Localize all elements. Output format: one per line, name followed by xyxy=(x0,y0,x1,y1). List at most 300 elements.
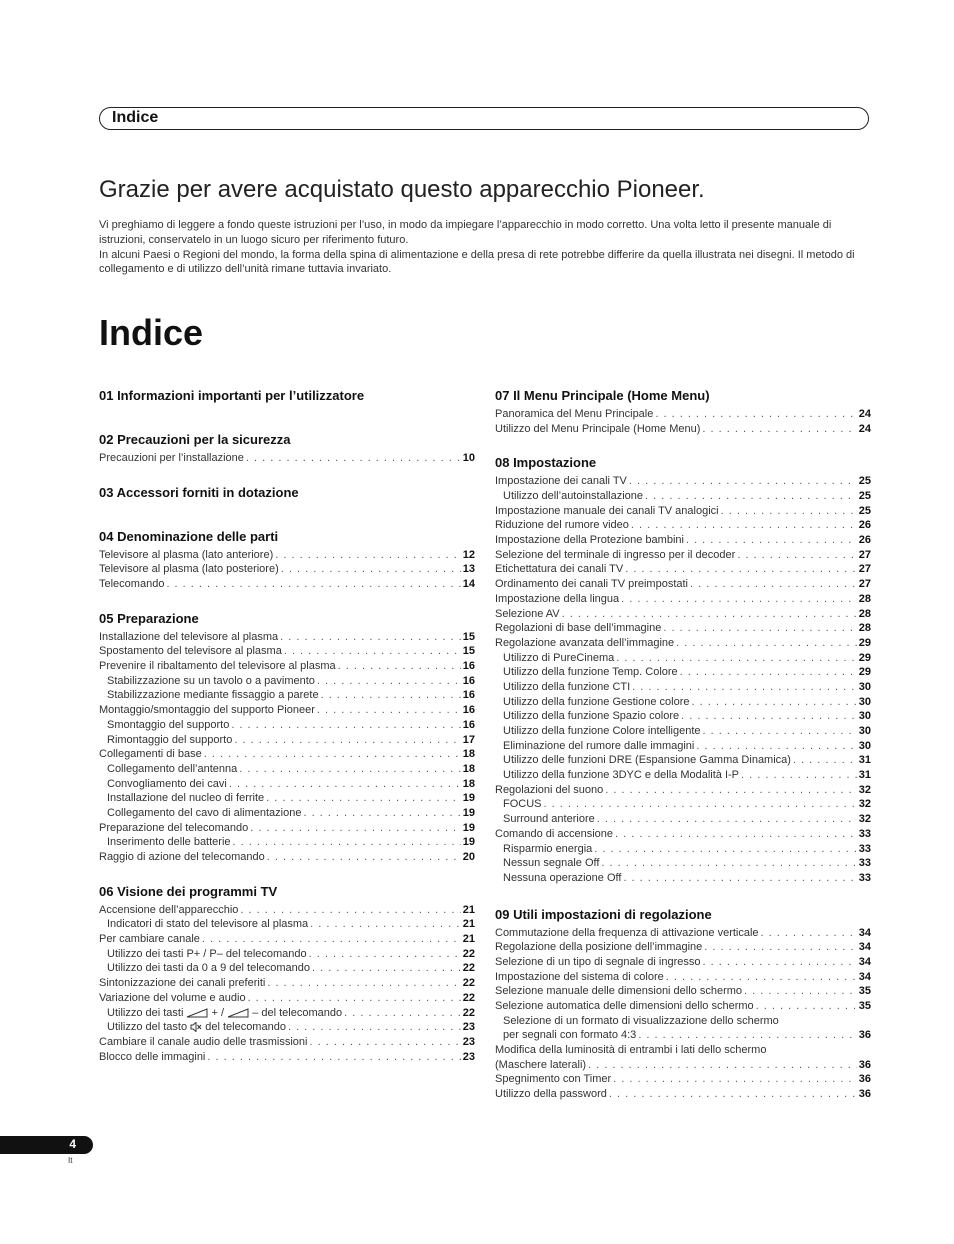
toc-entry-text: Commutazione della frequenza di attivazione verticale xyxy=(495,926,759,939)
toc-entry-page: 18 xyxy=(462,777,475,790)
toc-entry-text: Impostazione della lingua xyxy=(495,592,620,605)
dot-leader xyxy=(645,489,857,504)
dot-leader xyxy=(288,1020,461,1035)
dot-leader xyxy=(284,644,461,659)
toc-entry-text: Utilizzo della funzione Gestione colore xyxy=(503,695,690,708)
toc-entry[interactable] xyxy=(495,856,871,871)
toc-section-title[interactable]: 08 Impostazione xyxy=(495,455,597,471)
toc-entry[interactable] xyxy=(495,871,871,886)
toc-entry-page: 16 xyxy=(462,674,475,687)
toc-entry-page: 32 xyxy=(858,798,871,811)
toc-entry[interactable] xyxy=(495,724,871,739)
toc-entry-text: FOCUS xyxy=(503,798,542,811)
toc-entry[interactable] xyxy=(99,917,475,932)
toc-entry-text: Installazione del nucleo di ferrite xyxy=(107,792,265,805)
toc-entry-page: 22 xyxy=(462,947,475,960)
toc-entry-page: 21 xyxy=(462,903,475,916)
dot-leader xyxy=(246,451,461,466)
toc-entry-page: 33 xyxy=(858,827,871,840)
toc-entry[interactable] xyxy=(99,689,475,704)
dot-leader xyxy=(317,674,461,689)
toc-entry[interactable] xyxy=(495,407,871,422)
toc-section xyxy=(99,431,475,466)
toc-entry[interactable] xyxy=(99,991,475,1006)
dot-leader xyxy=(615,827,857,842)
toc-entry[interactable] xyxy=(495,783,871,798)
toc-entry-text: Telecomando xyxy=(99,578,165,591)
dot-leader xyxy=(623,871,856,886)
toc-entry[interactable] xyxy=(495,753,871,768)
toc-entry-text: Collegamenti di base xyxy=(99,748,202,761)
toc-entry[interactable] xyxy=(99,947,475,962)
toc-entry[interactable] xyxy=(495,651,871,666)
toc-entry-page: 27 xyxy=(858,563,871,576)
toc-entry-page: 34 xyxy=(858,941,871,954)
volume-ramp-icon xyxy=(227,1008,249,1018)
toc-entry[interactable] xyxy=(495,577,871,592)
toc-entry-page: 30 xyxy=(858,710,871,723)
toc-entry-page: 36 xyxy=(858,1058,871,1071)
toc-entry-text: Spostamento del televisore al plasma xyxy=(99,645,282,658)
toc-entry[interactable] xyxy=(495,548,871,563)
toc-entry[interactable] xyxy=(495,533,871,548)
volume-ramp-icon xyxy=(186,1008,208,1018)
toc-entry-page: 22 xyxy=(462,962,475,975)
dot-leader xyxy=(239,762,460,777)
dot-leader xyxy=(690,577,857,592)
toc-entry-text: Blocco delle immagini xyxy=(99,1050,206,1063)
toc-entry[interactable] xyxy=(99,791,475,806)
toc-section xyxy=(99,484,475,502)
dot-leader xyxy=(562,607,857,622)
toc-entry-text: Variazione del volume e audio xyxy=(99,991,246,1004)
intro-text xyxy=(99,218,879,277)
dot-leader xyxy=(703,724,857,739)
dot-leader xyxy=(310,917,461,932)
toc-entry-text: Utilizzo del Menu Principale (Home Menu) xyxy=(495,422,701,435)
toc-section-title[interactable]: 03 Accessori forniti in dotazione xyxy=(99,484,299,500)
dot-leader xyxy=(317,703,461,718)
toc-entry-text: (Maschere laterali) xyxy=(495,1058,587,1071)
toc-entry[interactable] xyxy=(495,709,871,724)
toc-entry-page: 15 xyxy=(462,630,475,643)
dot-leader xyxy=(616,651,856,666)
toc-entry-page: 20 xyxy=(462,851,475,864)
toc-section xyxy=(99,883,475,1065)
toc-entry[interactable] xyxy=(99,1035,475,1050)
toc-entry-text: Surround anteriore xyxy=(503,813,595,826)
toc-entry-page: 29 xyxy=(858,651,871,664)
toc-entry-text: Precauzioni per l’installazione xyxy=(99,451,244,464)
toc-entry-page: 28 xyxy=(858,592,871,605)
toc-section xyxy=(495,387,871,436)
dot-leader xyxy=(303,806,460,821)
toc-entry-text: Convogliamento dei cavi xyxy=(107,777,227,790)
toc-entry[interactable] xyxy=(99,1006,475,1021)
language-code: It xyxy=(68,1156,73,1165)
toc-entry[interactable] xyxy=(99,821,475,836)
toc-entry[interactable] xyxy=(495,607,871,622)
toc-entry-page: 27 xyxy=(858,578,871,591)
toc-entry-text: Comando di accensione xyxy=(495,827,614,840)
toc-entry-page: 16 xyxy=(462,689,475,702)
toc-entry-page: 22 xyxy=(462,977,475,990)
toc-section xyxy=(495,906,871,1102)
dot-leader xyxy=(605,783,857,798)
section-header-label: Indice xyxy=(112,109,159,126)
toc-entry-text: Selezione di un formato di visualizzazione dello schermo xyxy=(503,1014,779,1027)
toc-entry-page: 10 xyxy=(462,451,475,464)
toc-entry[interactable] xyxy=(99,718,475,733)
toc-entry[interactable] xyxy=(495,999,871,1014)
dot-leader xyxy=(621,592,857,607)
toc-entry[interactable] xyxy=(495,695,871,710)
toc-entry-page: 36 xyxy=(858,1088,871,1101)
dot-leader xyxy=(231,718,460,733)
dot-leader xyxy=(321,688,461,703)
toc-section xyxy=(99,528,475,592)
toc-entry[interactable] xyxy=(495,827,871,842)
toc-entry[interactable] xyxy=(99,903,475,918)
toc-entry-page: 24 xyxy=(858,422,871,435)
toc-entry[interactable] xyxy=(495,621,871,636)
toc-entry-page: 36 xyxy=(858,1029,871,1042)
toc-entry[interactable] xyxy=(495,812,871,827)
dot-leader xyxy=(676,636,857,651)
toc-section-title[interactable]: 05 Preparazione xyxy=(99,610,199,626)
dot-leader xyxy=(312,961,461,976)
toc-entry-page: 16 xyxy=(462,660,475,673)
toc-entry-text: Stabilizzazione su un tavolo o a pavimento xyxy=(107,674,315,687)
toc-entry-text: Rimontaggio del supporto xyxy=(107,733,233,746)
toc-entry[interactable] xyxy=(495,798,871,813)
dot-leader xyxy=(696,739,856,754)
dot-leader xyxy=(310,1035,461,1050)
intro-paragraph: Vi preghiamo di leggere a fondo queste istruzioni per l’uso, in modo da impiegare l’apparecchio in modo corretto. Una volta letto il presente manuale di istruzioni, conservatelo in un luogo sicuro per riferimento futuro. xyxy=(99,219,832,246)
dot-leader xyxy=(761,926,857,941)
toc-entry-text: Selezione manuale delle dimensioni dello schermo xyxy=(495,985,743,998)
toc-entry-text: Regolazioni del suono xyxy=(495,783,604,796)
toc-entry-text: Utilizzo dei tasti da 0 a 9 del telecomando xyxy=(107,962,311,975)
dot-leader xyxy=(663,621,856,636)
toc-entry-page: 33 xyxy=(858,842,871,855)
toc-entry[interactable] xyxy=(99,777,475,792)
toc-entry-text: Utilizzo di PureCinema xyxy=(503,651,615,664)
toc-entry[interactable] xyxy=(99,976,475,991)
toc-entry-text xyxy=(107,1020,286,1035)
toc-entry-text: Ordinamento dei canali TV preimpostati xyxy=(495,578,689,591)
toc-entry-page: 25 xyxy=(858,504,871,517)
dot-leader xyxy=(666,970,857,985)
toc-entry[interactable] xyxy=(99,962,475,977)
toc-entry-text: Utilizzo della funzione Spazio colore xyxy=(503,710,680,723)
toc-entry[interactable] xyxy=(495,1014,871,1029)
dot-leader xyxy=(638,1028,856,1043)
dot-leader xyxy=(275,548,461,563)
dot-leader xyxy=(625,562,857,577)
toc-entry-text: Stabilizzazione mediante fissaggio a parete xyxy=(107,689,319,702)
toc-entry[interactable] xyxy=(495,680,871,695)
dot-leader xyxy=(681,709,857,724)
toc-section-title[interactable]: 07 Il Menu Principale (Home Menu) xyxy=(495,388,710,403)
toc-entry[interactable] xyxy=(495,489,871,504)
toc-entry-page: 35 xyxy=(858,985,871,998)
toc-section-title[interactable]: 06 Visione dei programmi TV xyxy=(99,883,278,899)
toc-section xyxy=(99,610,475,865)
dot-leader xyxy=(233,835,461,850)
dot-leader xyxy=(744,984,857,999)
toc-entry-page: 22 xyxy=(462,1006,475,1019)
dot-leader xyxy=(632,680,857,695)
toc-entry[interactable] xyxy=(99,1050,475,1065)
dot-leader xyxy=(204,747,461,762)
page-number: 4 xyxy=(69,1137,76,1151)
toc-entry-text: Collegamento dell’antenna xyxy=(107,762,238,775)
toc-entry[interactable] xyxy=(495,970,871,985)
toc-entry-text: Smontaggio del supporto xyxy=(107,718,230,731)
toc-entry-page: 28 xyxy=(858,607,871,620)
toc-entry-text-part: Utilizzo dei tasti xyxy=(107,1006,184,1019)
mute-icon xyxy=(190,1022,202,1032)
toc-entry-text: Installazione del televisore al plasma xyxy=(99,630,279,643)
toc-entry-text: Etichettatura dei canali TV xyxy=(495,563,624,576)
intro-paragraph: In alcuni Paesi o Regioni del mondo, la forma della spina di alimentazione e della presa di rete potrebbe differire da quella illustrata nei disegni. Il metodo di collegamento e di utilizzo dell’unità rimane tuttavia invariato. xyxy=(99,248,855,276)
toc-entry-page: 21 xyxy=(462,933,475,946)
toc-entry-page: 23 xyxy=(462,1035,475,1048)
toc-entry[interactable] xyxy=(99,747,475,762)
dot-leader xyxy=(692,695,857,710)
section-header xyxy=(99,107,869,130)
toc-entry[interactable] xyxy=(99,659,475,674)
dot-leader xyxy=(202,932,461,947)
toc-entry-page: 31 xyxy=(858,754,871,767)
toc-entry-page: 19 xyxy=(462,836,475,849)
toc-entry-text: Modifica della luminosità di entrambi i lati dello schermo xyxy=(495,1044,767,1057)
toc-entry[interactable] xyxy=(495,474,871,489)
toc-entry-page: 29 xyxy=(858,666,871,679)
toc-entry[interactable] xyxy=(495,926,871,941)
toc-entry[interactable] xyxy=(495,1058,871,1073)
toc-entry-text: Regolazione avanzata dell’immagine xyxy=(495,636,675,649)
toc-entry-text: Utilizzo della funzione Colore intelligente xyxy=(503,725,701,738)
toc-entry-text: Montaggio/smontaggio del supporto Pioneer xyxy=(99,704,315,717)
toc-entry-text: Panoramica del Menu Principale xyxy=(495,407,654,420)
toc-entry[interactable] xyxy=(99,451,475,466)
dot-leader xyxy=(702,422,856,437)
toc-entry-page: 22 xyxy=(462,991,475,1004)
toc-entry-page: 29 xyxy=(858,636,871,649)
dot-leader xyxy=(631,518,857,533)
toc-entry-text: per segnali con formato 4:3 xyxy=(503,1029,637,1042)
toc-entry-page: 35 xyxy=(858,1000,871,1013)
toc-entry[interactable] xyxy=(99,630,475,645)
toc-entry[interactable] xyxy=(495,1028,871,1043)
dot-leader xyxy=(756,999,857,1014)
toc-entry[interactable] xyxy=(99,806,475,821)
dot-leader xyxy=(721,504,857,519)
toc-entry[interactable] xyxy=(99,932,475,947)
page-number-tab xyxy=(0,1136,93,1154)
toc-entry-page: 16 xyxy=(462,718,475,731)
toc-entry-page: 23 xyxy=(462,1050,475,1063)
dot-leader xyxy=(266,791,461,806)
toc-entry-page: 28 xyxy=(858,622,871,635)
toc-entry-text: Risparmio energia xyxy=(503,842,593,855)
toc-entry[interactable] xyxy=(495,665,871,680)
toc-entry-page: 25 xyxy=(858,490,871,503)
toc-entry[interactable] xyxy=(495,1073,871,1088)
toc-entry-text-part: del telecomando xyxy=(205,1021,286,1034)
toc-entry-page: 21 xyxy=(462,918,475,931)
dot-leader xyxy=(601,856,856,871)
toc-entry-text: Regolazioni di base dell’immagine xyxy=(495,622,662,635)
toc-entry[interactable] xyxy=(99,577,475,592)
toc-entry-text: Utilizzo della funzione 3DYC e della Modalità I-P xyxy=(503,769,740,782)
intro-title: Grazie per avere acquistato questo apparecchio Pioneer. xyxy=(99,176,705,203)
toc-entry-page: 33 xyxy=(858,871,871,884)
toc-entry[interactable] xyxy=(495,518,871,533)
toc-entry-text-part: Utilizzo del tasto xyxy=(107,1021,188,1034)
toc-entry[interactable] xyxy=(99,548,475,563)
toc-entry[interactable] xyxy=(99,562,475,577)
toc-entry-text: Televisore al plasma (lato anteriore) xyxy=(99,548,274,561)
dot-leader xyxy=(686,533,857,548)
toc-entry-text: Sintonizzazione dei canali preferiti xyxy=(99,977,266,990)
dot-leader xyxy=(702,955,856,970)
dot-leader xyxy=(267,976,460,991)
toc-entry-page: 34 xyxy=(858,926,871,939)
toc-entry-page: 16 xyxy=(462,704,475,717)
toc-entry-page: 18 xyxy=(462,762,475,775)
dot-leader xyxy=(680,665,857,680)
toc-entry[interactable] xyxy=(495,563,871,578)
toc-entry[interactable] xyxy=(99,762,475,777)
toc-entry-text: Utilizzo dell’autoinstallazione xyxy=(503,490,644,503)
toc-entry[interactable] xyxy=(99,674,475,689)
toc-entry-text: Impostazione della Protezione bambini xyxy=(495,534,684,547)
toc-entry-text: Accensione dell’apparecchio xyxy=(99,903,239,916)
toc-entry-text-part: – del telecomando xyxy=(252,1006,343,1019)
toc-entry[interactable] xyxy=(495,955,871,970)
toc-entry-text: Eliminazione del rumore dalle immagini xyxy=(503,739,695,752)
toc-entry-page: 12 xyxy=(462,548,475,561)
dot-leader xyxy=(338,659,461,674)
toc-right-column xyxy=(495,387,871,1120)
toc-entry-page: 17 xyxy=(462,733,475,746)
toc-entry[interactable] xyxy=(99,703,475,718)
toc-entry-page: 32 xyxy=(858,813,871,826)
toc-entry-page: 34 xyxy=(858,970,871,983)
toc-entry[interactable] xyxy=(495,739,871,754)
toc-entry-page: 30 xyxy=(858,739,871,752)
toc-entry-text: Raggio di azione del telecomando xyxy=(99,851,265,864)
dot-leader xyxy=(544,797,857,812)
toc-entry-text: Utilizzo delle funzioni DRE (Espansione Gamma Dinamica) xyxy=(503,754,791,767)
toc-entry-text: Inserimento delle batterie xyxy=(107,836,231,849)
toc-entry-text: Spegnimento con Timer xyxy=(495,1073,612,1086)
toc-entry-text: Impostazione manuale dei canali TV analogici xyxy=(495,504,719,517)
toc-entry[interactable] xyxy=(495,940,871,955)
dot-leader xyxy=(240,903,460,918)
toc-entry-text: Selezione di un tipo di segnale di ingresso xyxy=(495,955,701,968)
dot-leader xyxy=(207,1050,460,1065)
toc-entry-text: Indicatori di stato del televisore al plasma xyxy=(107,918,309,931)
dot-leader xyxy=(597,812,857,827)
toc-entry[interactable] xyxy=(99,733,475,748)
toc-entry[interactable] xyxy=(495,984,871,999)
toc-entry-text: Preparazione del telecomando xyxy=(99,821,249,834)
toc-section-title[interactable]: 09 Utili impostazioni di regolazione xyxy=(495,906,712,922)
toc-section xyxy=(495,454,871,885)
toc-entry[interactable] xyxy=(495,636,871,651)
dot-leader xyxy=(166,577,460,592)
dot-leader xyxy=(594,842,856,857)
toc-entry-page: 27 xyxy=(858,548,871,561)
toc-entry-text: Prevenire il ribaltamento del televisore al plasma xyxy=(99,660,336,673)
toc-entry[interactable] xyxy=(495,592,871,607)
dot-leader xyxy=(613,1072,857,1087)
toc-entry[interactable] xyxy=(495,1043,871,1058)
toc-entry-text: Televisore al plasma (lato posteriore) xyxy=(99,563,279,576)
toc-entry-text: Impostazione del sistema di colore xyxy=(495,970,664,983)
toc-section-title[interactable]: 04 Denominazione delle parti xyxy=(99,528,279,544)
toc-entry[interactable] xyxy=(99,1020,475,1035)
dot-leader xyxy=(793,753,857,768)
toc-entry[interactable] xyxy=(495,842,871,857)
dot-leader xyxy=(588,1058,857,1073)
toc-entry-page: 26 xyxy=(858,519,871,532)
toc-entry-text: Cambiare il canale audio delle trasmissioni xyxy=(99,1035,308,1048)
toc-entry-page: 30 xyxy=(858,725,871,738)
toc-entry-page: 13 xyxy=(462,563,475,576)
page-title: Indice xyxy=(99,312,204,353)
toc-entry-text xyxy=(107,1006,342,1021)
toc-entry-text: Collegamento del cavo di alimentazione xyxy=(107,806,302,819)
toc-entry-page: 19 xyxy=(462,792,475,805)
toc-section-title[interactable]: 02 Precauzioni per la sicurezza xyxy=(99,432,291,447)
dot-leader xyxy=(250,821,461,836)
toc-entry-page: 33 xyxy=(858,857,871,870)
toc-entry-page: 30 xyxy=(858,680,871,693)
toc-entry-page: 24 xyxy=(858,407,871,420)
toc-entry[interactable] xyxy=(495,422,871,437)
toc-entry[interactable] xyxy=(495,504,871,519)
toc-entry[interactable] xyxy=(99,850,475,865)
dot-leader xyxy=(629,474,857,489)
toc-entry-text: Regolazione della posizione dell’immagine xyxy=(495,941,703,954)
toc-entry[interactable] xyxy=(99,835,475,850)
toc-entry-text: Nessuna operazione Off xyxy=(503,871,622,884)
dot-leader xyxy=(309,947,461,962)
toc-entry[interactable] xyxy=(495,1087,871,1102)
toc-entry-text: Riduzione del rumore video xyxy=(495,519,629,532)
toc-entry-page: 26 xyxy=(858,534,871,547)
toc-entry-text: Utilizzo della funzione Temp. Colore xyxy=(503,666,678,679)
toc-entry-text: Utilizzo dei tasti P+ / P– del telecomando xyxy=(107,947,307,960)
toc-entry-page: 23 xyxy=(462,1021,475,1034)
toc-entry[interactable] xyxy=(99,644,475,659)
dot-leader xyxy=(344,1006,461,1021)
toc-entry[interactable] xyxy=(495,768,871,783)
toc-entry-page: 18 xyxy=(462,748,475,761)
toc-entry-text: Per cambiare canale xyxy=(99,933,200,946)
dot-leader xyxy=(229,777,461,792)
toc-section-title[interactable]: 01 Informazioni importanti per l’utilizzatore xyxy=(99,388,365,403)
toc-entry-text: Impostazione dei canali TV xyxy=(495,475,627,488)
dot-leader xyxy=(609,1087,857,1102)
dot-leader xyxy=(737,548,856,563)
toc-entry-page: 36 xyxy=(858,1073,871,1086)
